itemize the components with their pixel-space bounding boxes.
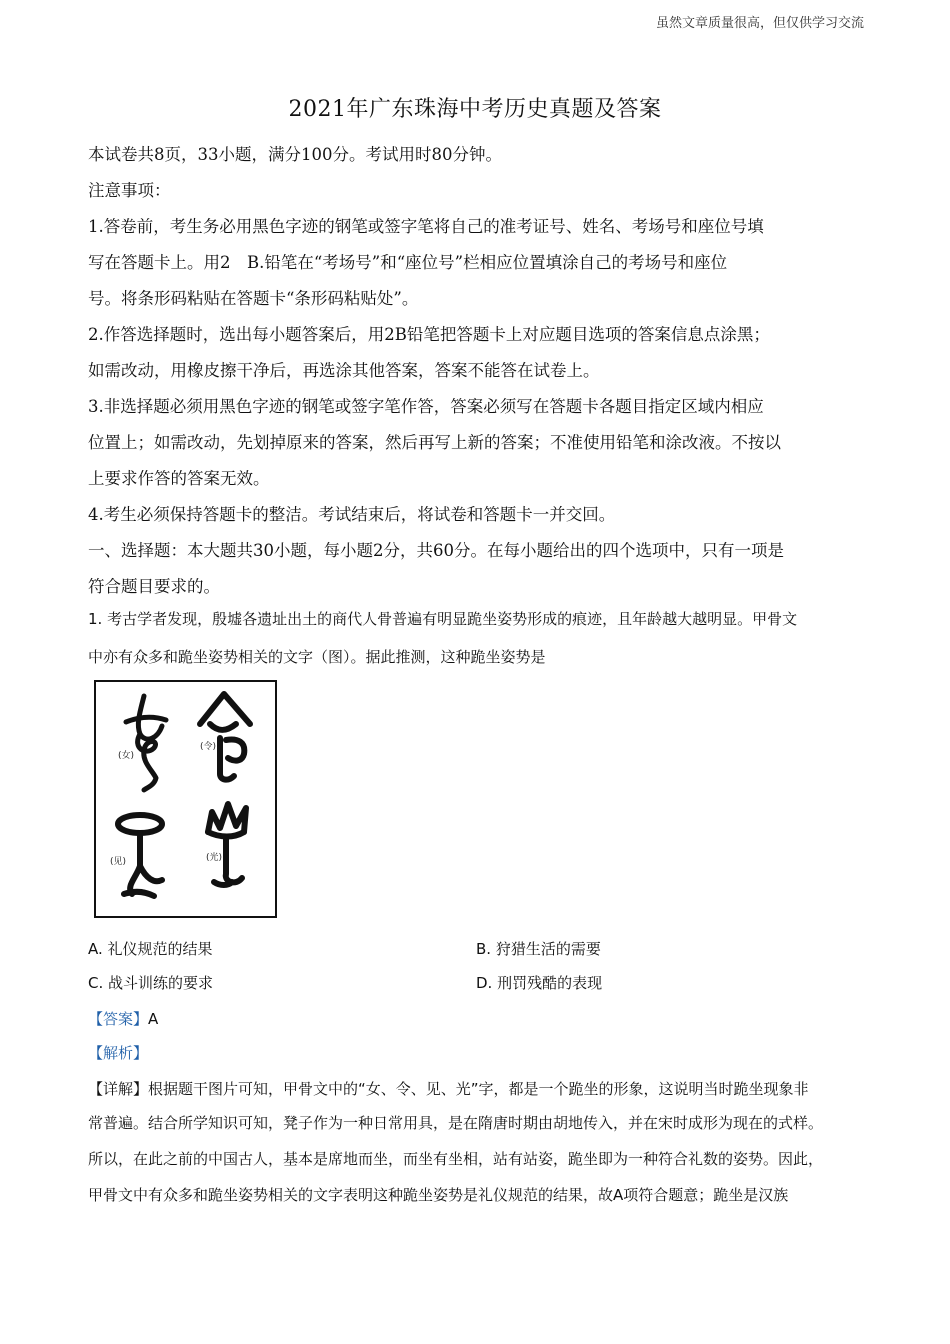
- option-d: D. 刑罚残酷的表现: [476, 974, 603, 992]
- intro-line: 符合题目要求的。: [88, 577, 220, 596]
- intro-line: 本试卷共8页，33小题，满分100分。考试用时80分钟。: [88, 145, 502, 164]
- glyph-guang-icon: [208, 804, 246, 885]
- answer-value: A: [148, 1010, 159, 1028]
- glyph-caption: (女): [118, 751, 135, 761]
- glyph-ling-icon: [200, 694, 250, 780]
- exam-instructions: [88, 142, 868, 610]
- glyph-caption: (光): [206, 853, 223, 863]
- intro-line: 号。将条形码粘贴在答题卡“条形码粘贴处”。: [88, 289, 419, 308]
- watermark-text: 虽然文章质量很高，但仅供学习交流: [655, 16, 864, 31]
- intro-line: 3.非选择题必须用黑色字迹的钢笔或签字笔作答，答案必须写在答题卡各题目指定区域内相应: [88, 397, 764, 416]
- intro-line: 如需改动，用橡皮擦干净后，再选涂其他答案，答案不能答在试卷上。: [88, 361, 600, 380]
- analysis-label: 【解析】: [88, 1044, 149, 1062]
- option-c: C. 战斗训练的要求: [88, 974, 214, 992]
- intro-line: 2.作答选择题时，选出每小题答案后，用2B铅笔把答题卡上对应题目选项的答案信息点涂黑；: [88, 325, 770, 344]
- question-1-stem-line-2: 中亦有众多和跪坐姿势相关的文字（图）。据此推测，这种跪坐姿势是: [88, 648, 546, 666]
- option-b: B. 狩猎生活的需要: [476, 940, 601, 958]
- detail-line: 【详解】根据题干图片可知，甲骨文中的“女、令、见、光”字，都是一个跪坐的形象，这说明当时跪坐现象非: [88, 1080, 809, 1098]
- option-a: A. 礼仪规范的结果: [88, 940, 213, 958]
- answer-line: [88, 1008, 158, 1029]
- glyph-caption: (令): [200, 742, 217, 752]
- answer-label: 【答案】: [88, 1010, 149, 1028]
- intro-line: 一、选择题：本大题共30小题，每小题2分，共60分。在每小题给出的四个选项中，只有一项是: [88, 541, 784, 560]
- page-title: 2021年广东珠海中考历史真题及答案: [288, 97, 662, 122]
- detail-line: 甲骨文中有众多和跪坐姿势相关的文字表明这种跪坐姿势是礼仪规范的结果，故A项符合题意；跪坐是汉族: [88, 1186, 789, 1204]
- detail-line: 常普遍。结合所学知识可知，凳子作为一种日常用具，是在隋唐时期由胡地传入，并在宋时成形为现在的式样。: [88, 1114, 824, 1132]
- glyph-jian-icon: [118, 815, 162, 896]
- intro-line: 写在答题卡上。用2 B.铅笔在“考场号”和“座位号”栏相应位置填涂自己的考场号和座位: [88, 253, 728, 272]
- oracle-bone-glyphs-image: [96, 682, 275, 916]
- intro-line: 4.考生必须保持答题卡的整洁。考试结束后，将试卷和答题卡一并交回。: [88, 505, 616, 524]
- intro-line: 上要求作答的答案无效。: [88, 469, 270, 488]
- question-1-stem-line-1: 1. 考古学者发现，殷墟各遗址出土的商代人骨普遍有明显跪坐姿势形成的痕迹，且年龄越大越明显。甲骨文: [88, 610, 798, 628]
- detail-line: 所以，在此之前的中国古人，基本是席地而坐，而坐有坐相，站有站姿，跪坐即为一种符合礼数的姿势。因此，: [88, 1150, 824, 1168]
- intro-line: 注意事项：: [88, 181, 171, 200]
- intro-line: 1.答卷前，考生务必用黑色字迹的钢笔或签字笔将自己的准考证号、姓名、考场号和座位号填: [88, 217, 764, 236]
- oracle-bone-figure: [94, 680, 277, 918]
- glyph-nv-icon: [126, 696, 166, 790]
- intro-line: 位置上；如需改动，先划掉原来的答案，然后再写上新的答案；不准使用铅笔和涂改液。不按以: [88, 433, 781, 452]
- glyph-caption: (见): [110, 857, 127, 867]
